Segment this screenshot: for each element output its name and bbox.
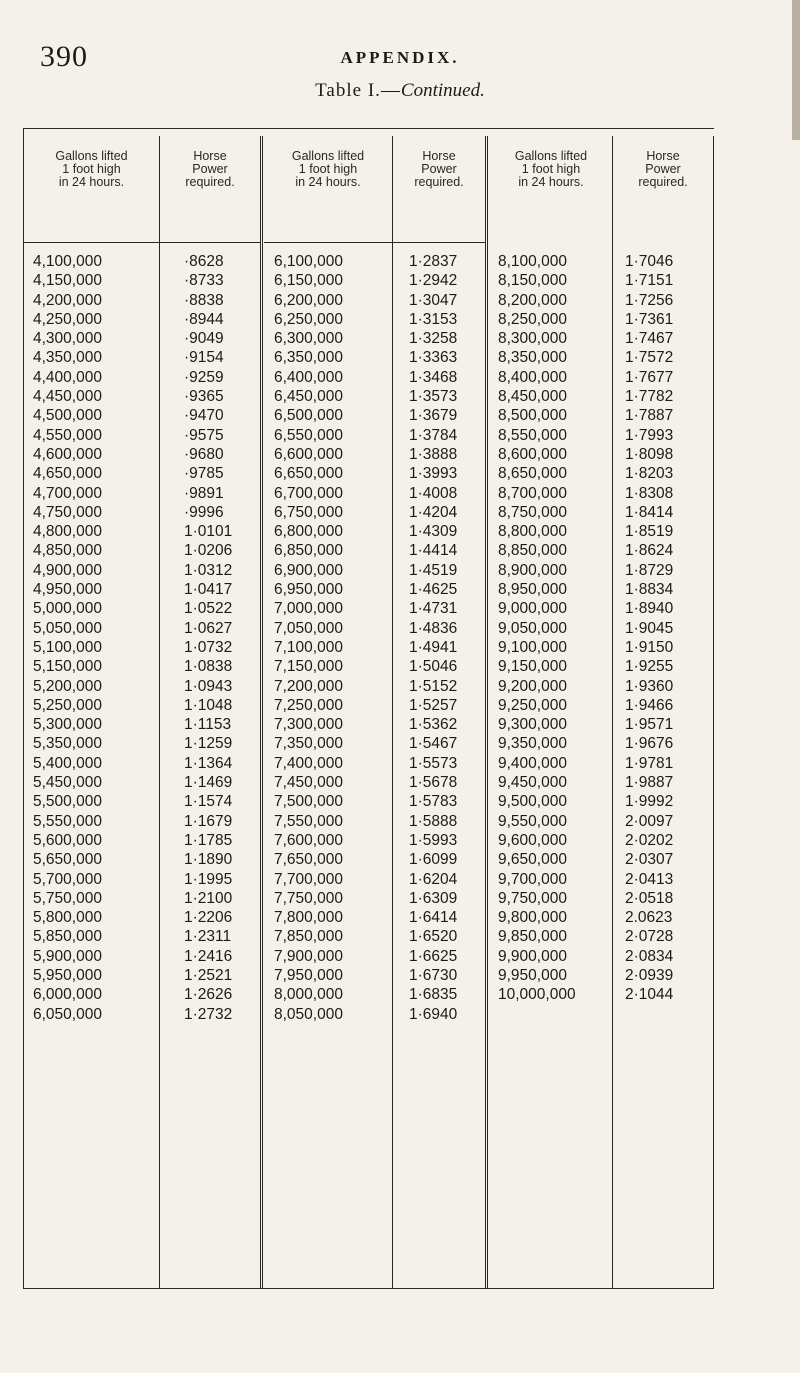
table-cell: 8,150,000 <box>498 272 567 290</box>
header-line: 1 foot high <box>298 162 358 176</box>
table-cell: 1·3784 <box>409 426 458 444</box>
table-cell: 2·0518 <box>625 889 674 907</box>
table-cell: ·8733 <box>184 272 224 290</box>
table-cell: 4,500,000 <box>33 407 102 425</box>
table-cell: 9,000,000 <box>498 600 567 618</box>
table-cell: 8,400,000 <box>498 368 567 386</box>
table-cell: 1·4625 <box>409 581 458 599</box>
table-cell: 1·8940 <box>625 600 674 618</box>
gallons-column-1 <box>33 252 102 1024</box>
table-cell: 7,800,000 <box>274 909 343 927</box>
table-cell: 8,300,000 <box>498 330 567 348</box>
group-rule <box>260 136 265 1288</box>
table-cell: 9,300,000 <box>498 716 567 734</box>
table-cell: 1·7993 <box>625 426 674 444</box>
table-cell: 6,800,000 <box>274 523 343 541</box>
table-cell: ·8628 <box>184 253 224 270</box>
table-cell: 5,250,000 <box>33 696 102 714</box>
table-cell: 4,150,000 <box>33 272 102 290</box>
column-rule <box>159 136 160 1288</box>
table-cell: 5,650,000 <box>33 851 102 869</box>
table-cell: 1·3468 <box>409 368 458 386</box>
table-cell: 5,000,000 <box>33 600 102 618</box>
table-cell: 1·0732 <box>184 638 233 656</box>
table-cell: ·9680 <box>184 445 224 463</box>
table-cell: 1·0312 <box>184 561 233 579</box>
gallons-column-2 <box>274 252 343 1024</box>
table-cell: 1·5993 <box>409 831 458 849</box>
table-cell: 5,450,000 <box>33 774 102 792</box>
table-cell: 1·3258 <box>409 330 458 348</box>
header-line: Power <box>645 162 681 176</box>
table-cell: 1·5783 <box>409 793 458 811</box>
table-cell: 1·6730 <box>409 966 458 984</box>
table-cell: 1·8414 <box>625 503 674 521</box>
table-cell: 5,050,000 <box>33 619 102 637</box>
table-cell: 7,100,000 <box>274 638 343 656</box>
table-cell: 1·2311 <box>184 928 232 946</box>
table-cell: 8,550,000 <box>498 426 567 444</box>
table-cell: 6,700,000 <box>274 484 343 502</box>
table-cell: 7,900,000 <box>274 947 343 965</box>
table-cell: 1·8834 <box>625 581 674 599</box>
table-cell: 1·9781 <box>625 754 674 772</box>
table-cell: 4,550,000 <box>33 426 102 444</box>
table-cell: 5,850,000 <box>33 928 102 946</box>
table-cell: 7,550,000 <box>274 812 343 830</box>
table-cell: 6,900,000 <box>274 561 343 579</box>
table-cell: 1·8203 <box>625 465 674 483</box>
table-cell: 1·3679 <box>409 407 458 425</box>
header-line: Gallons lifted <box>514 149 588 163</box>
table-cell: 7,600,000 <box>274 831 343 849</box>
table-cell: 5,600,000 <box>33 831 102 849</box>
table-cell: ·9891 <box>184 484 224 502</box>
table-cell: 5,300,000 <box>33 716 102 734</box>
table-cell: 7,300,000 <box>274 716 343 734</box>
table-cell: 1·0838 <box>184 658 233 676</box>
table-cell: ·9259 <box>184 368 224 386</box>
table-cell: 7,500,000 <box>274 793 343 811</box>
table-cell: 1·4414 <box>409 542 458 560</box>
table-cell: 1·6940 <box>409 1005 458 1023</box>
table-cell: 6,350,000 <box>274 349 343 367</box>
table-cell: 9,800,000 <box>498 909 567 927</box>
table-cell: 1·8519 <box>625 523 674 541</box>
table-cell: 1·1890 <box>184 851 233 869</box>
table-cell: 9,950,000 <box>498 966 567 984</box>
page-edge <box>792 0 800 140</box>
table-cell: 9,050,000 <box>498 619 567 637</box>
table-cell: 1·2521 <box>184 966 233 984</box>
page-number: 390 <box>40 40 88 73</box>
table-cell: 6,500,000 <box>274 407 343 425</box>
gallons-header-3 <box>490 136 612 242</box>
table-cell: 9,350,000 <box>498 735 567 753</box>
table-cell: 7,400,000 <box>274 754 343 772</box>
table-cell: 1·6204 <box>409 870 458 888</box>
table-cell: 1·7361 <box>625 310 674 328</box>
table-cell: ·9575 <box>184 426 224 444</box>
table-cell: ·9154 <box>184 349 224 367</box>
table-cell: 1·6099 <box>409 851 458 869</box>
table-cell: 5,550,000 <box>33 812 102 830</box>
table-cell: 1·5888 <box>409 812 458 830</box>
table-cell: 1·1574 <box>184 793 233 811</box>
table-cell: 1·7151 <box>625 272 674 290</box>
caption-prefix: Table I.— <box>315 80 401 101</box>
table-cell: 6,950,000 <box>274 581 343 599</box>
table-cell: 1·0101 <box>184 523 233 541</box>
table-cell: 4,100,000 <box>33 253 102 270</box>
header-rule <box>24 242 260 243</box>
table-cell: 1·7467 <box>625 330 674 348</box>
table-cell: 1·7572 <box>625 349 674 367</box>
header-line: required. <box>414 175 464 189</box>
table-cell: 1·1364 <box>184 754 233 772</box>
table-cell: 5,350,000 <box>33 735 102 753</box>
table-cell: 9,100,000 <box>498 638 567 656</box>
table-cell: 7,700,000 <box>274 870 343 888</box>
table-cell: 1·9992 <box>625 793 674 811</box>
table-cell: 9,700,000 <box>498 870 567 888</box>
table-cell: 1·5257 <box>409 696 458 714</box>
table-cell: 1·0627 <box>184 619 233 637</box>
table-cell: 1·2942 <box>409 272 458 290</box>
table-cell: 8,600,000 <box>498 445 567 463</box>
table-cell: 4,600,000 <box>33 445 102 463</box>
table-cell: 6,200,000 <box>274 291 343 309</box>
header-line: Gallons lifted <box>291 149 365 163</box>
table-cell: 1·1048 <box>184 696 233 714</box>
table-cell: 1·8729 <box>625 561 674 579</box>
table-cell: 6,650,000 <box>274 465 343 483</box>
table-cell: 4,650,000 <box>33 465 102 483</box>
table-cell: 1·9255 <box>625 658 674 676</box>
table-cell: 1·4941 <box>409 638 458 656</box>
table-cell: 8,900,000 <box>498 561 567 579</box>
table-cell: 1·4519 <box>409 561 458 579</box>
table-cell: 1·5046 <box>409 658 458 676</box>
table-cell: 7,250,000 <box>274 696 343 714</box>
table-cell: 1·3363 <box>409 349 458 367</box>
table-cell: 6,100,000 <box>274 253 343 270</box>
table-cell: 7,950,000 <box>274 966 343 984</box>
table-cell: 6,400,000 <box>274 368 343 386</box>
table-cell: 7,350,000 <box>274 735 343 753</box>
table-cell: 1·8098 <box>625 445 674 463</box>
header-line: Horse <box>422 149 456 163</box>
horse-power-column-1 <box>184 252 232 1024</box>
data-table <box>23 128 714 1289</box>
table-cell: 9,550,000 <box>498 812 567 830</box>
table-cell: 1·0522 <box>184 600 233 618</box>
table-cell: 9,750,000 <box>498 889 567 907</box>
table-cell: 4,900,000 <box>33 561 102 579</box>
table-cell: 5,500,000 <box>33 793 102 811</box>
table-cell: 2·0202 <box>625 831 674 849</box>
table-cell: 6,250,000 <box>274 310 343 328</box>
table-cell: 9,200,000 <box>498 677 567 695</box>
table-cell: 4,750,000 <box>33 503 102 521</box>
table-cell: 2.0623 <box>625 909 673 927</box>
table-cell: 7,750,000 <box>274 889 343 907</box>
table-cell: ·9470 <box>184 407 224 425</box>
table-cell: 1·0943 <box>184 677 233 695</box>
table-cell: 1·7256 <box>625 291 674 309</box>
running-head: APPENDIX. <box>340 48 460 67</box>
table-cell: 1·6520 <box>409 928 458 946</box>
table-cell: 1·9360 <box>625 677 674 695</box>
caption-continued: Continued. <box>400 80 485 101</box>
table-cell: 8,700,000 <box>498 484 567 502</box>
table-cell: 9,850,000 <box>498 928 567 946</box>
table-cell: 6,600,000 <box>274 445 343 463</box>
table-cell: 2·0307 <box>625 851 674 869</box>
table-cell: 1·4731 <box>409 600 458 618</box>
table-cell: 1·4309 <box>409 523 458 541</box>
table-cell: 6,050,000 <box>33 1005 102 1023</box>
table-cell: 2·0728 <box>625 928 674 946</box>
table-cell: 5,100,000 <box>33 638 102 656</box>
table-cell: 6,550,000 <box>274 426 343 444</box>
table-cell: 1·7677 <box>625 368 674 386</box>
table-cell: 1·9887 <box>625 774 674 792</box>
table-cell: 8,050,000 <box>274 1005 343 1023</box>
table-cell: 4,250,000 <box>33 310 102 328</box>
table-cell: 1·4204 <box>409 503 458 521</box>
table-cell: 1·3573 <box>409 388 458 406</box>
table-cell: ·9365 <box>184 388 224 406</box>
table-cell: 1·1259 <box>184 735 233 753</box>
table-cell: 1·7887 <box>625 407 674 425</box>
table-cell: 1·3047 <box>409 291 458 309</box>
table-cell: 1·1785 <box>184 831 233 849</box>
header-line: Horse <box>193 149 227 163</box>
table-cell: 1·1469 <box>184 774 233 792</box>
table-cell: 1·4008 <box>409 484 458 502</box>
table-cell: 1·2416 <box>184 947 233 965</box>
table-cell: 4,450,000 <box>33 388 102 406</box>
table-cell: 1·8624 <box>625 542 674 560</box>
table-cell: 4,300,000 <box>33 330 102 348</box>
table-cell: 1·5678 <box>409 774 458 792</box>
table-cell: 7,200,000 <box>274 677 343 695</box>
header-rule <box>264 242 485 243</box>
table-cell: 1·9571 <box>625 716 674 734</box>
table-cell: 8,850,000 <box>498 542 567 560</box>
table-cell: 8,350,000 <box>498 349 567 367</box>
table-cell: 9,450,000 <box>498 774 567 792</box>
table-cell: 7,050,000 <box>274 619 343 637</box>
table-cell: 1·6625 <box>409 947 458 965</box>
table-cell: 2·1044 <box>625 986 674 1004</box>
header-line: required. <box>638 175 688 189</box>
header-line: 1 foot high <box>521 162 581 176</box>
table-cell: 1·3888 <box>409 445 458 463</box>
table-cell: 1·6309 <box>409 889 458 907</box>
group-rule <box>485 136 490 1288</box>
table-cell: 9,900,000 <box>498 947 567 965</box>
table-cell: 2·0939 <box>625 966 674 984</box>
table-cell: 1·3153 <box>409 310 458 328</box>
horse-power-header-1 <box>160 136 260 242</box>
table-cell: ·8944 <box>184 310 224 328</box>
header-line: Power <box>192 162 228 176</box>
table-cell: 5,900,000 <box>33 947 102 965</box>
table-cell: 5,950,000 <box>33 966 102 984</box>
table-cell: 1·2100 <box>184 889 233 907</box>
table-cell: 1·9045 <box>625 619 674 637</box>
table-cell: 1·1995 <box>184 870 233 888</box>
table-cell: 9,400,000 <box>498 754 567 772</box>
table-cell: 1·2626 <box>184 986 233 1004</box>
table-cell: 1·5152 <box>409 677 458 695</box>
table-cell: 5,800,000 <box>33 909 102 927</box>
table-cell: 4,350,000 <box>33 349 102 367</box>
table-cell: 7,000,000 <box>274 600 343 618</box>
table-cell: 8,450,000 <box>498 388 567 406</box>
header-line: in 24 hours. <box>58 175 125 189</box>
table-cell: ·9996 <box>184 503 224 521</box>
table-cell: 5,750,000 <box>33 889 102 907</box>
table-cell: 9,250,000 <box>498 696 567 714</box>
table-cell: 1·4836 <box>409 619 458 637</box>
table-cell: 2·0834 <box>625 947 674 965</box>
table-cell: 8,250,000 <box>498 310 567 328</box>
table-cell: 1·0417 <box>184 581 233 599</box>
table-cell: 1·9466 <box>625 696 674 714</box>
table-cell: 1·8308 <box>625 484 674 502</box>
table-cell: ·8838 <box>184 291 224 309</box>
table-cell: 4,700,000 <box>33 484 102 502</box>
table-cell: 8,200,000 <box>498 291 567 309</box>
table-cell: 7,450,000 <box>274 774 343 792</box>
table-cell: 1·6835 <box>409 986 458 1004</box>
table-cell: 8,650,000 <box>498 465 567 483</box>
table-cell: 1·0206 <box>184 542 233 560</box>
table-cell: 1·2206 <box>184 909 233 927</box>
header-line: Power <box>421 162 457 176</box>
table-cell: 9,600,000 <box>498 831 567 849</box>
column-rule <box>612 136 613 1288</box>
table-top-rule <box>24 128 714 129</box>
table-cell: 6,300,000 <box>274 330 343 348</box>
table-cell: 5,400,000 <box>33 754 102 772</box>
table-cell: 5,200,000 <box>33 677 102 695</box>
table-cell: 10,000,000 <box>498 986 576 1004</box>
table-cell: 8,750,000 <box>498 503 567 521</box>
header-line: Horse <box>646 149 680 163</box>
table-cell: 1·7046 <box>625 253 674 270</box>
header-line: required. <box>185 175 235 189</box>
table-cell: 1·2837 <box>409 253 458 270</box>
table-cell: 8,950,000 <box>498 581 567 599</box>
table-cell: ·9785 <box>184 465 224 483</box>
table-cell: 7,150,000 <box>274 658 343 676</box>
table-cell: 1·5573 <box>409 754 458 772</box>
table-cell: 1·7782 <box>625 388 674 406</box>
table-cell: 9,500,000 <box>498 793 567 811</box>
table-cell: 8,500,000 <box>498 407 567 425</box>
horse-power-column-3 <box>625 252 673 1005</box>
table-cell: 1·5362 <box>409 716 458 734</box>
table-caption <box>0 80 800 102</box>
table-cell: 1·3993 <box>409 465 458 483</box>
table-cell: ·9049 <box>184 330 224 348</box>
table-cell: 7,650,000 <box>274 851 343 869</box>
table-right-rule <box>713 136 714 1288</box>
horse-power-header-3 <box>613 136 713 242</box>
table-cell: 2·0097 <box>625 812 674 830</box>
column-rule <box>392 136 393 1288</box>
horse-power-column-2 <box>409 252 457 1024</box>
table-cell: 1·6414 <box>409 909 458 927</box>
table-cell: 1·2732 <box>184 1005 233 1023</box>
table-cell: 2·0413 <box>625 870 674 888</box>
table-cell: 4,950,000 <box>33 581 102 599</box>
table-cell: 7,850,000 <box>274 928 343 946</box>
table-cell: 1·9676 <box>625 735 674 753</box>
table-cell: 4,200,000 <box>33 291 102 309</box>
table-cell: 6,750,000 <box>274 503 343 521</box>
table-cell: 8,000,000 <box>274 986 343 1004</box>
table-cell: 5,700,000 <box>33 870 102 888</box>
table-cell: 5,150,000 <box>33 658 102 676</box>
table-cell: 9,650,000 <box>498 851 567 869</box>
table-cell: 1·1153 <box>184 716 232 734</box>
header-line: in 24 hours. <box>295 175 361 189</box>
table-cell: 4,400,000 <box>33 368 102 386</box>
gallons-header-2 <box>264 136 392 242</box>
gallons-header-1 <box>24 136 159 242</box>
table-cell: 1·1679 <box>184 812 233 830</box>
table-cell: 8,100,000 <box>498 253 567 270</box>
table-cell: 9,150,000 <box>498 658 567 676</box>
header-line: Gallons lifted <box>55 149 128 163</box>
table-cell: 4,850,000 <box>33 542 102 560</box>
table-cell: 6,150,000 <box>274 272 343 290</box>
gallons-column-3 <box>498 252 576 1005</box>
table-cell: 6,850,000 <box>274 542 343 560</box>
table-cell: 6,000,000 <box>33 986 102 1004</box>
table-cell: 1·5467 <box>409 735 458 753</box>
table-cell: 6,450,000 <box>274 388 343 406</box>
table-cell: 4,800,000 <box>33 523 102 541</box>
table-cell: 1·9150 <box>625 638 674 656</box>
horse-power-header-2 <box>393 136 485 242</box>
table-cell: 8,800,000 <box>498 523 567 541</box>
header-line: 1 foot high <box>62 162 121 176</box>
header-line: in 24 hours. <box>518 175 584 189</box>
